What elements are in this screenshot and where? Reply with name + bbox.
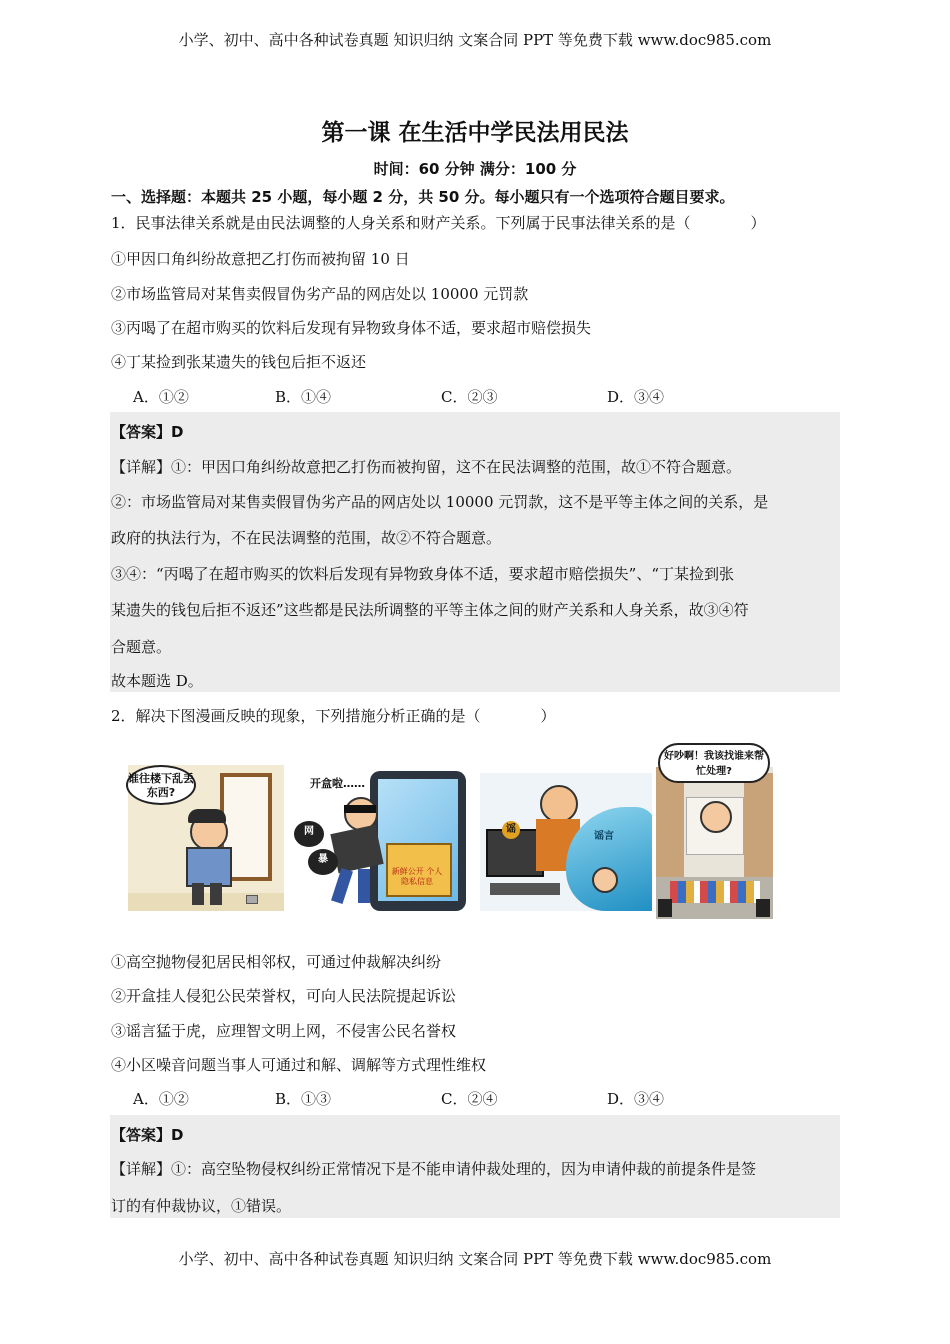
- q2-option-d: D．③④: [607, 1090, 665, 1108]
- dancing-crowd-figure: [670, 881, 760, 903]
- q1-option-a: A．①②: [133, 388, 189, 406]
- q2-item-1: ①高空抛物侵犯居民相邻权，可通过仲裁解决纠纷: [111, 953, 442, 971]
- q1-item-3: ③丙喝了在超市购买的饮料后发现有异物致身体不适，要求超市赔偿损失: [111, 319, 592, 337]
- cartoon-wave-label: 谣言: [594, 831, 614, 842]
- q1-detail-5: 某遗失的钱包后拒不返还”这些都是民法所调整的平等主体之间的财产关系和人身关系，故③④符: [111, 601, 749, 619]
- q2-item-4: ④小区噪音问题当事人可通过和解、调解等方式理性维权: [111, 1056, 487, 1074]
- q1-option-c: C．②③: [441, 388, 498, 406]
- q2-option-c: C．②④: [441, 1090, 498, 1108]
- q1-detail-7: 故本题选 D。: [111, 672, 203, 690]
- cartoon-panel-rumor: [480, 773, 652, 911]
- cartoon-bubble-net: 网: [294, 821, 324, 847]
- cartoon-strip: [128, 743, 773, 919]
- q2-stem: 2．解决下图漫画反映的现象，下列措施分析正确的是（ ）: [111, 707, 556, 725]
- page-footer: 小学、初中、高中各种试卷真题 知识归纳 文案合同 PPT 等免费下载 www.doc985.com: [178, 1250, 772, 1268]
- q2-option-a: A．①②: [133, 1090, 189, 1108]
- q1-option-b: B．①④: [275, 388, 332, 406]
- q1-detail-4: ③④：“丙喝了在超市购买的饮料后发现有异物致身体不适，要求超市赔偿损失”、“丁某捡到张: [111, 565, 735, 583]
- q1-item-1: ①甲因口角纠纷故意把乙打伤而被拘留 10 日: [111, 250, 410, 268]
- q2-option-b: B．①③: [275, 1090, 332, 1108]
- q1-detail-3: 政府的执法行为，不在民法调整的范围，故②不符合题意。: [111, 529, 502, 547]
- cartoon-bubble-throwing: 谁往楼下乱丢东西?: [126, 765, 196, 805]
- cartoon-panel-noise: [656, 767, 773, 919]
- q2-item-2: ②开盒挂人侵犯公民荣誉权，可向人民法院提起诉讼: [111, 987, 457, 1005]
- cartoon-box-label: 新鲜公开 个人隐私信息: [391, 867, 443, 886]
- q2-answer-box: [110, 1115, 840, 1218]
- q1-item-4: ④丁某捡到张某遗失的钱包后拒不返还: [111, 353, 367, 371]
- exam-info: 时间：60 分钟 满分：100 分: [373, 160, 577, 178]
- q1-option-d: D．③④: [607, 388, 665, 406]
- cartoon-caption-doxxing: 开盒啦……: [310, 777, 365, 790]
- q1-item-2: ②市场监管局对某售卖假冒伪劣产品的网店处以 10000 元罚款: [111, 285, 529, 303]
- q1-answer: 【答案】D: [111, 423, 184, 441]
- q2-detail-1: 【详解】①：高空坠物侵权纠纷正常情况下是不能申请仲裁处理的，因为申请仲裁的前提条件是签: [111, 1160, 757, 1178]
- cartoon-badge-rumor: 谣: [502, 821, 520, 839]
- cartoon-bubble-violence: 暴: [308, 849, 338, 875]
- q1-detail-1: 【详解】①：甲因口角纠纷故意把乙打伤而被拘留，这不在民法调整的范围，故①不符合题意。: [111, 458, 742, 476]
- q2-item-3: ③谣言猛于虎，应理智文明上网，不侵害公民名誉权: [111, 1022, 457, 1040]
- q2-answer: 【答案】D: [111, 1126, 184, 1144]
- q1-stem: 1．民事法律关系就是由民法调整的人身关系和财产关系。下列属于民事法律关系的是（ ）: [111, 214, 766, 232]
- page-header: 小学、初中、高中各种试卷真题 知识归纳 文案合同 PPT 等免费下载 www.doc985.com: [178, 31, 772, 49]
- q2-detail-2: 订的有仲裁协议，①错误。: [111, 1197, 292, 1215]
- q1-detail-6: 合题意。: [111, 638, 172, 656]
- page-title: 第一课 在生活中学民法用民法: [321, 120, 629, 146]
- q1-detail-2: ②：市场监管局对某售卖假冒伪劣产品的网店处以 10000 元罚款，这不是平等主体之间的关系，是: [111, 493, 769, 511]
- cartoon-bubble-noise: 好吵啊！我该找谁来帮忙处理?: [658, 743, 770, 783]
- section-heading: 一、选择题：本题共 25 小题，每小题 2 分，共 50 分。每小题只有一个选项符合题目要求。: [111, 188, 735, 206]
- q1-answer-box: [110, 412, 840, 692]
